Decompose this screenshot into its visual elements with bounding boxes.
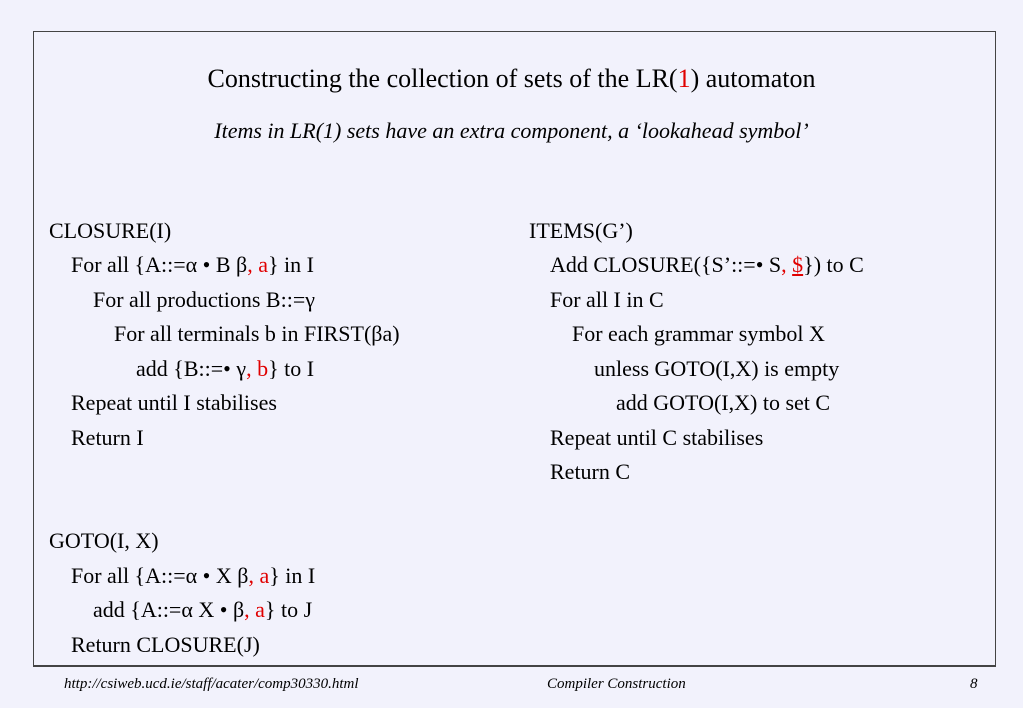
items-line-5: add GOTO(I,X) to set C xyxy=(616,390,831,415)
closure-line-5: Repeat until I stabilises xyxy=(71,390,277,415)
footer-page-number: 8 xyxy=(970,676,978,692)
closure-line-2: For all productions B::=γ xyxy=(93,287,315,312)
footer-divider xyxy=(33,666,996,667)
closure-line-6: Return I xyxy=(71,425,144,450)
slide-title: Constructing the collection of sets of the LR(1) automaton xyxy=(207,64,816,93)
items-line-7: Return C xyxy=(550,459,631,484)
goto-line-3: Return CLOSURE(J) xyxy=(71,632,260,657)
items-line-3: For each grammar symbol X xyxy=(572,321,825,346)
items-line-6: Repeat until C stabilises xyxy=(550,425,764,450)
items-line-1: Add CLOSURE({S’::=• S, $}) to C xyxy=(550,252,864,277)
closure-line-3: For all terminals b in FIRST(βa) xyxy=(114,321,400,346)
slide-subtitle: Items in LR(1) sets have an extra component, a ‘lookahead symbol’ xyxy=(214,118,809,143)
items-heading: ITEMS(G’) xyxy=(529,218,633,243)
footer-url: http://csiweb.ucd.ie/staff/acater/comp30330.html xyxy=(64,676,359,692)
items-line-2: For all I in C xyxy=(550,287,664,312)
footer-course: Compiler Construction xyxy=(547,676,686,692)
items-line-4: unless GOTO(I,X) is empty xyxy=(594,356,840,381)
goto-line-1: For all {A::=α • X β, a} in I xyxy=(71,563,316,588)
closure-line-4: add {B::=• γ, b} to I xyxy=(136,356,315,381)
closure-heading: CLOSURE(I) xyxy=(49,218,172,243)
goto-line-2: add {A::=α X • β, a} to J xyxy=(93,597,313,622)
closure-line-1: For all {A::=α • B β, a} in I xyxy=(71,252,314,277)
goto-heading: GOTO(I, X) xyxy=(49,528,159,553)
